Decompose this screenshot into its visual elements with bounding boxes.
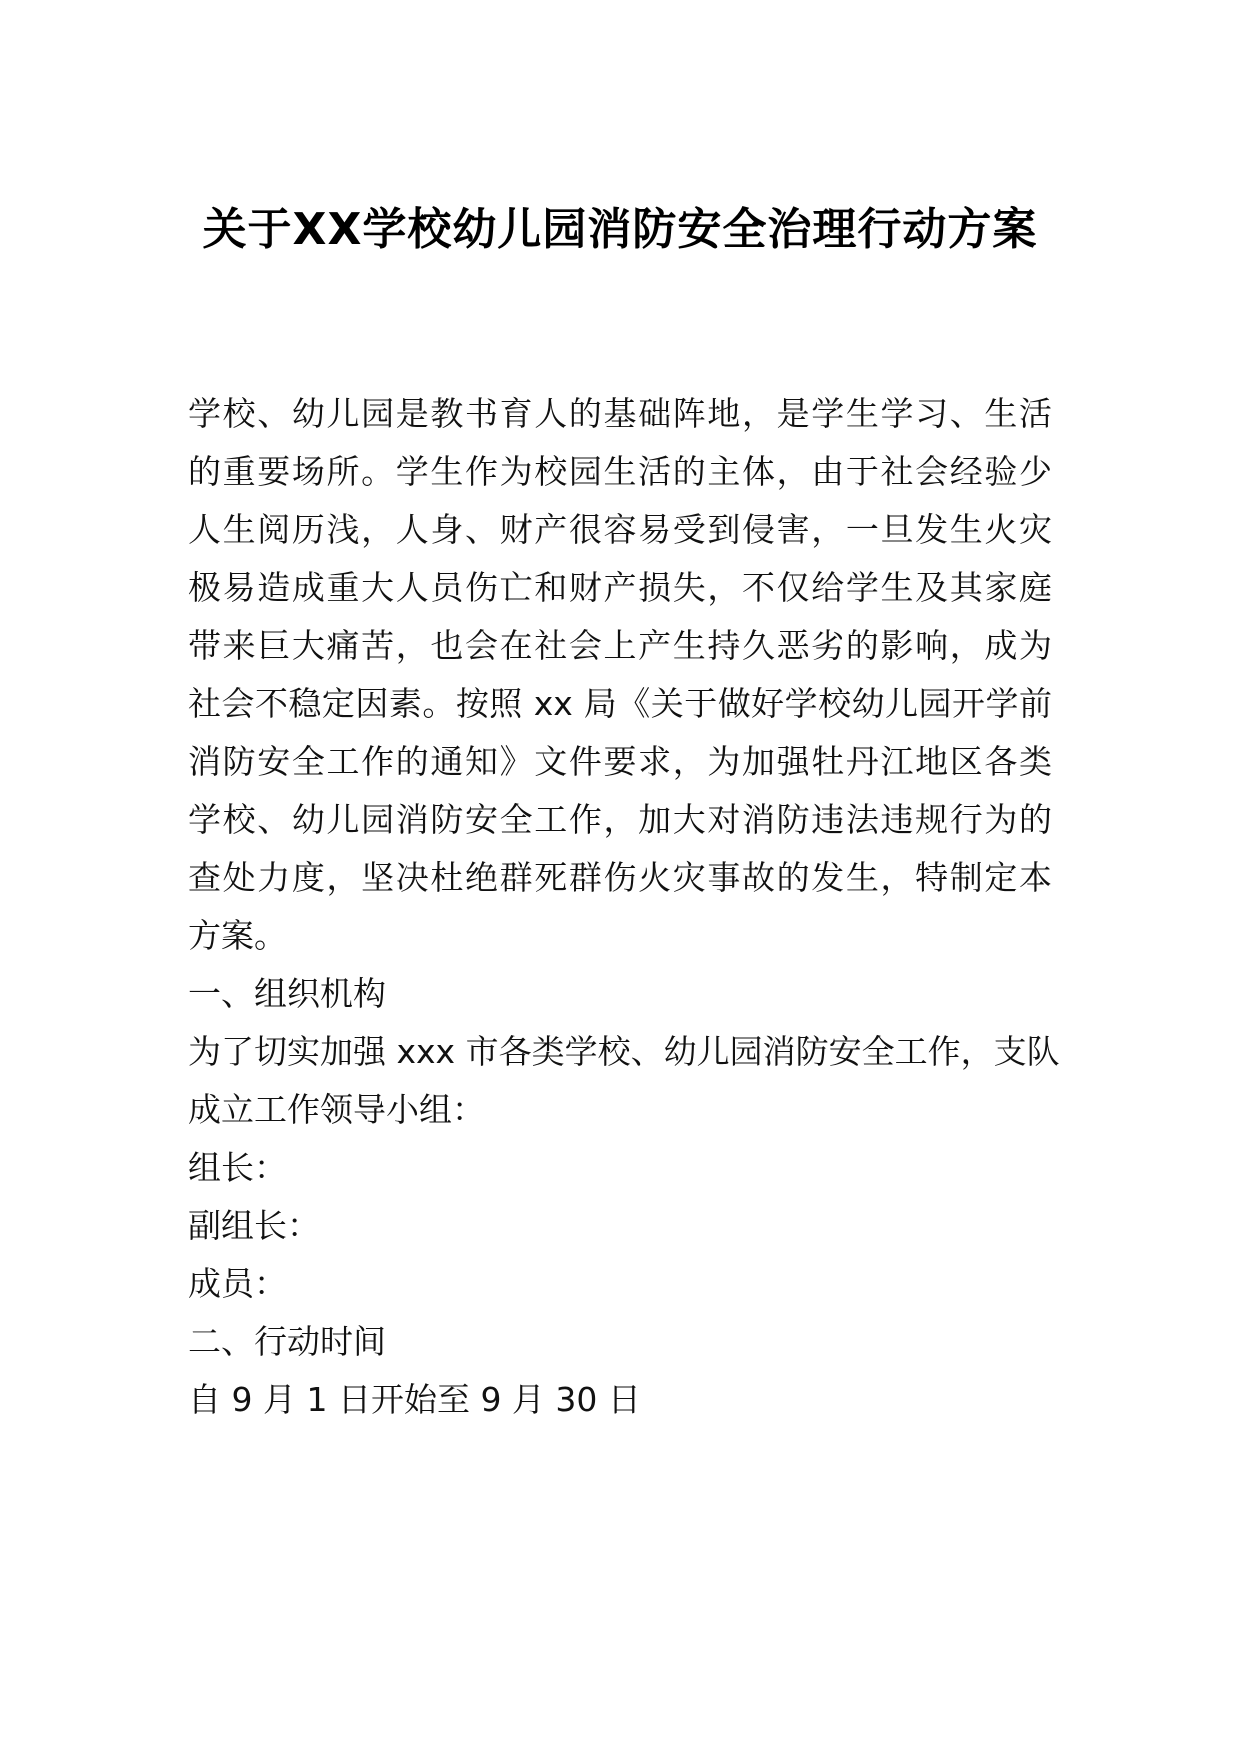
schedule-text: 自 9 月 1 日开始至 9 月 30 日 (188, 1380, 641, 1419)
intro-line: 方案。 (188, 916, 287, 955)
intro-line: 消防安全工作的通知》文件要求，为加强牡丹江地区各类 (188, 742, 1052, 781)
intro-line: 学校、幼儿园是教书育人的基础阵地，是学生学习、生活 (188, 394, 1052, 433)
section-body-line: 为了切实加强 xxx 市各类学校、幼儿园消防安全工作，支队 (188, 1032, 1060, 1071)
intro-line: 学校、幼儿园消防安全工作，加大对消防违法违规行为的 (188, 800, 1052, 839)
intro-line: 社会不稳定因素。按照 xx 局《关于做好学校幼儿园开学前 (188, 684, 1052, 723)
section-body-line: 成立工作领导小组： (188, 1090, 485, 1129)
role-deputy-leader: 副组长： (188, 1206, 320, 1245)
intro-line: 的重要场所。学生作为校园生活的主体，由于社会经验少 (188, 452, 1052, 491)
section-heading-organization: 一、组织机构 (188, 974, 386, 1013)
role-leader: 组长： (188, 1148, 287, 1187)
section-heading-schedule: 二、行动时间 (188, 1322, 386, 1361)
intro-line: 查处力度，坚决杜绝群死群伤火灾事故的发生，特制定本 (188, 858, 1052, 897)
role-members: 成员： (188, 1264, 287, 1303)
intro-line: 人生阅历浅，人身、财产很容易受到侵害，一旦发生火灾 (188, 510, 1052, 549)
intro-line: 带来巨大痛苦，也会在社会上产生持久恶劣的影响，成为 (188, 626, 1052, 665)
document-title: 关于XX学校幼儿园消防安全治理行动方案 (202, 204, 1038, 255)
intro-line: 极易造成重大人员伤亡和财产损失，不仅给学生及其家庭 (188, 568, 1052, 607)
